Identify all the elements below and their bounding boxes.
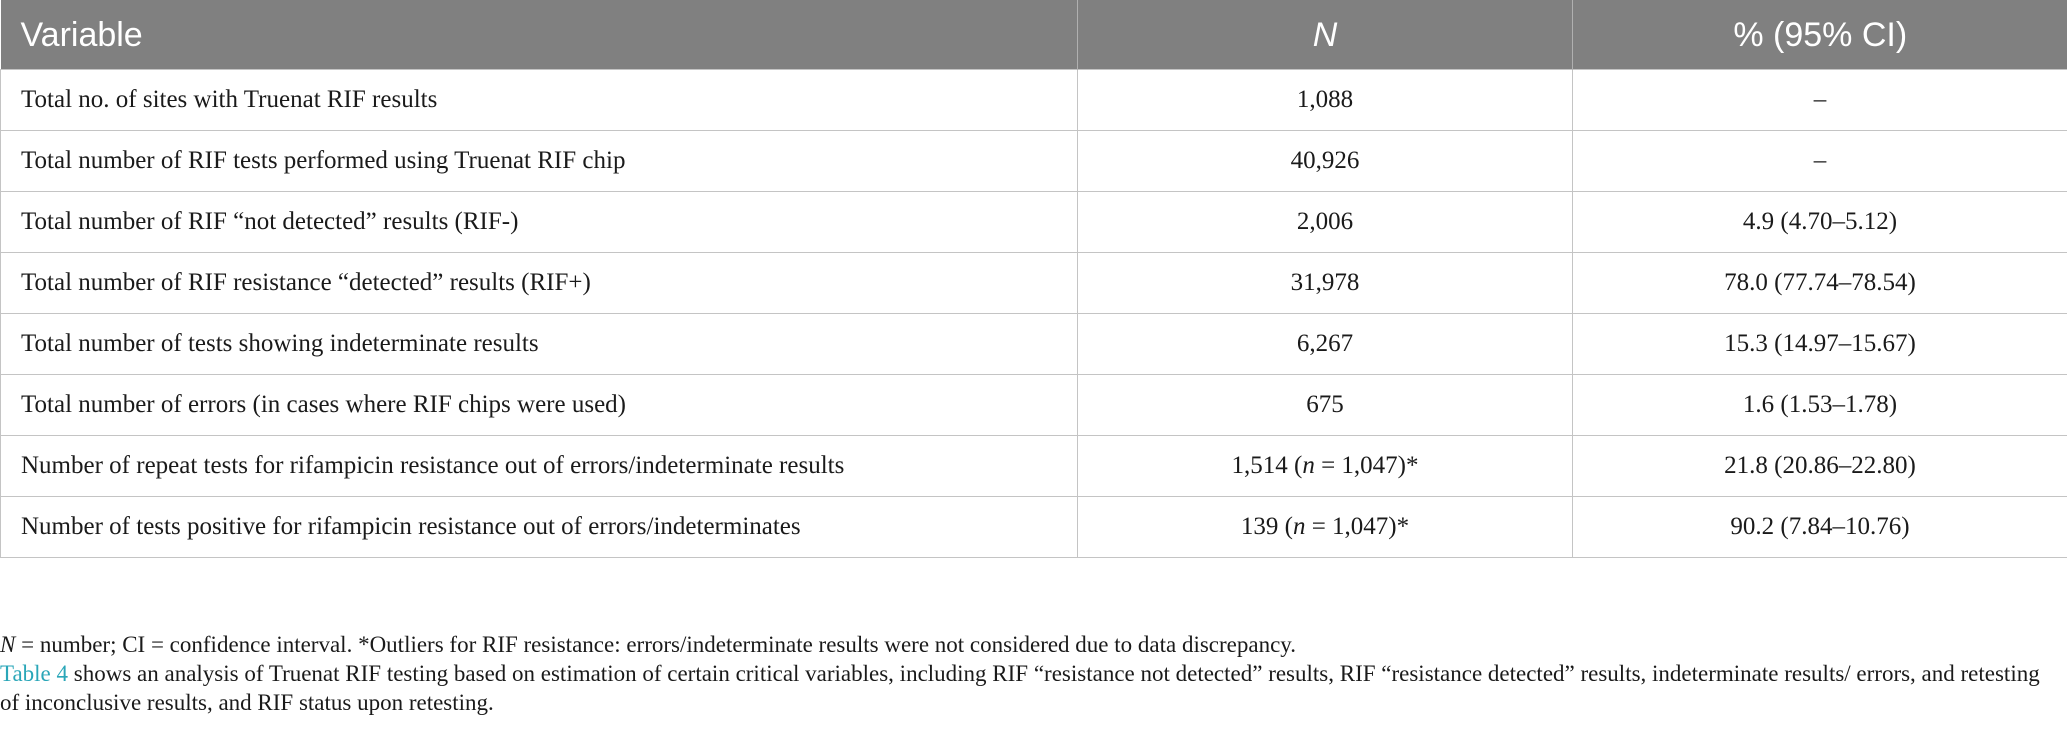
table-row — [1, 497, 2067, 558]
header-n: N — [1078, 1, 1573, 70]
cell-n-suffix: = 1,047)* — [1305, 513, 1410, 541]
cell-percent: 78.0 (77.74–78.54) — [1573, 253, 2067, 314]
footnote-n: N — [0, 632, 16, 657]
cell-variable: Total number of tests showing indeterminate results — [1, 314, 1078, 375]
cell-n-italic: n — [1302, 452, 1315, 480]
table-row — [1, 131, 2067, 192]
cell-n-value: 1,088 — [1296, 86, 1354, 114]
table-header-row — [1, 1, 2067, 70]
cell-n-value: 139 ( — [1240, 513, 1293, 541]
cell-n — [1078, 70, 1573, 131]
cell-percent: 15.3 (14.97–15.67) — [1573, 314, 2067, 375]
cell-variable: Number of repeat tests for rifampicin resistance out of errors/indeterminate results — [1, 436, 1078, 497]
table-row — [1, 436, 2067, 497]
cell-n-value: 6,267 — [1296, 330, 1354, 358]
header-variable: Variable — [1, 1, 1078, 70]
table-notes — [0, 630, 2060, 718]
cell-n — [1078, 253, 1573, 314]
cell-n-suffix: = 1,047)* — [1314, 452, 1419, 480]
cell-percent: 4.9 (4.70–5.12) — [1573, 192, 2067, 253]
body-paragraph — [0, 659, 2060, 717]
table-row — [1, 70, 2067, 131]
cell-n — [1078, 314, 1573, 375]
cell-n — [1078, 131, 1573, 192]
cell-variable: Number of tests positive for rifampicin resistance out of errors/indeterminates — [1, 497, 1078, 558]
cell-n-value: 1,514 ( — [1231, 452, 1303, 480]
table-row — [1, 192, 2067, 253]
cell-n — [1078, 497, 1573, 558]
cell-n — [1078, 192, 1573, 253]
table-row — [1, 253, 2067, 314]
paragraph-text: shows an analysis of Truenat RIF testing based on estimation of certain critical variables, including RIF “resistance not detected” results, RIF “resistance detected” results, indeterminate results/ errors, and retesting of inconclusive results, and RIF status upon retesting. — [0, 661, 2040, 716]
cell-variable: Total number of errors (in cases where RIF chips were used) — [1, 375, 1078, 436]
cell-variable: Total number of RIF resistance “detected” results (RIF+) — [1, 253, 1078, 314]
cell-percent: 1.6 (1.53–1.78) — [1573, 375, 2067, 436]
cell-n-italic: n — [1292, 513, 1306, 541]
table-4-link[interactable]: Table 4 — [0, 661, 69, 687]
footnote-text: = number; CI = confidence interval. *Outliers for RIF resistance: errors/indeterminate results were not considered due to data discrepancy. — [15, 632, 1297, 657]
table-footnote — [0, 630, 2060, 659]
cell-n-value: 2,006 — [1296, 208, 1354, 236]
cell-percent: – — [1573, 131, 2067, 192]
cell-n — [1078, 375, 1573, 436]
table-row — [1, 375, 2067, 436]
cell-variable: Total number of RIF tests performed using Truenat RIF chip — [1, 131, 1078, 192]
cell-n-value: 675 — [1306, 391, 1344, 419]
cell-percent: 21.8 (20.86–22.80) — [1573, 436, 2067, 497]
cell-variable: Total number of RIF “not detected” results (RIF-) — [1, 192, 1078, 253]
cell-n-value: 31,978 — [1290, 269, 1360, 297]
cell-n-value: 40,926 — [1290, 147, 1360, 175]
cell-variable: Total no. of sites with Truenat RIF results — [1, 70, 1078, 131]
cell-percent: – — [1573, 70, 2067, 131]
header-percent: % (95% CI) — [1573, 1, 2067, 70]
cell-percent: 90.2 (7.84–10.76) — [1573, 497, 2067, 558]
cell-n — [1078, 436, 1573, 497]
table-row — [1, 314, 2067, 375]
